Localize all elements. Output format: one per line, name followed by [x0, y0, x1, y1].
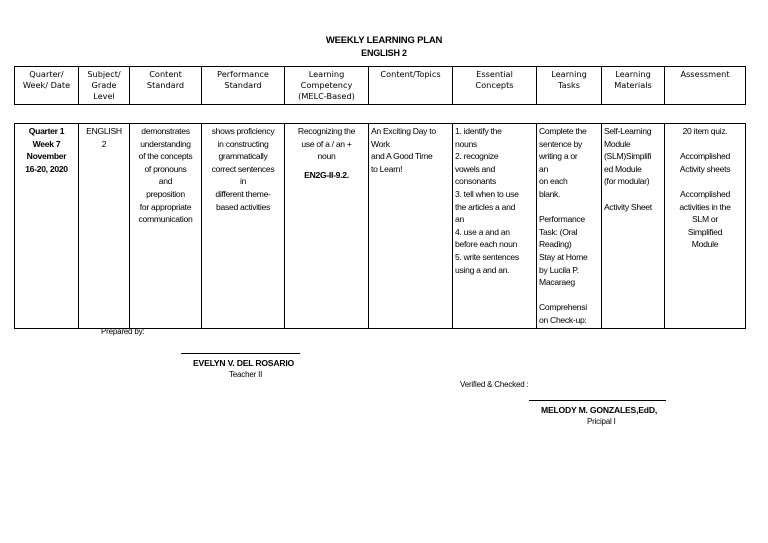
text-line: Competency [300, 80, 353, 90]
cell-assessment [665, 124, 746, 329]
text-line [604, 188, 662, 201]
text-line: Learning [551, 69, 587, 79]
text-line: Essential [476, 69, 513, 79]
text-line: noun [317, 151, 336, 162]
text-line: blank. [539, 188, 561, 199]
text-line: based activities [216, 201, 270, 212]
text-line: Simplified [687, 226, 723, 237]
text-line: and [158, 176, 173, 187]
text-line: Materials [614, 80, 652, 90]
text-line: and A Good Time [371, 151, 433, 162]
text-line: communication [138, 214, 193, 225]
text-line: Task: (Oral [539, 226, 578, 237]
text-line: Activity sheets [679, 163, 731, 174]
teacher-name: EVELYN V. DEL ROSARIO [193, 358, 295, 368]
text-line: November [26, 151, 67, 162]
text-line: different theme- [215, 188, 271, 199]
text-line: Module [691, 239, 719, 250]
text-line: Accomplished [680, 188, 730, 199]
text-line: preposition [146, 188, 185, 199]
text-line: of pronouns [144, 163, 187, 174]
text-line: Accomplished [680, 151, 730, 162]
text-line: nouns [455, 138, 477, 149]
text-line: An Exciting Day to [371, 126, 436, 136]
prepared-by-label: Prepared by: [101, 327, 145, 336]
text-line: (MELC-Based) [298, 91, 355, 101]
competency-text [287, 125, 366, 163]
text-line: demonstrates [141, 126, 190, 136]
text-line: in constructing [217, 138, 269, 149]
text-line: Concepts [475, 80, 514, 90]
text-line: ENGLISH [86, 126, 122, 136]
text-line: Content [149, 69, 182, 79]
table-row [15, 124, 746, 329]
principal-name: MELODY M. GONZALES,EdD, [541, 405, 658, 415]
text-line: Assessment [680, 69, 730, 79]
text-line: 2. recognize [455, 151, 499, 162]
text-line: to Learn! [371, 163, 403, 174]
text-line: shows proficiency [211, 126, 275, 136]
teacher-title: Teacher II [229, 370, 263, 379]
col-header-performance-standard [202, 67, 285, 105]
teacher-signature-line [181, 353, 300, 354]
text-line: Quarter/ [29, 69, 64, 79]
principal-title: Pricipal I [587, 417, 616, 426]
text-line: SLM or [692, 214, 718, 225]
text-line: Reading) [539, 239, 572, 250]
document-title: WEEKLY LEARNING PLAN [325, 35, 443, 46]
text-line: Work [371, 138, 390, 149]
competency-code: EN2G-II-9.2. [304, 169, 349, 180]
cell-performance-standard [202, 124, 285, 329]
cell-tasks [537, 124, 602, 329]
text-line: Level [93, 91, 115, 101]
text-line: for appropriate [139, 201, 192, 212]
text-line: Complete the [539, 126, 587, 136]
text-line: correct sentences [211, 163, 275, 174]
text-line: on each [539, 176, 568, 187]
text-line: consonants [455, 176, 496, 187]
text-line: use of a / an + [301, 138, 352, 149]
plan-table [14, 123, 746, 329]
text-line: understanding [140, 138, 191, 149]
text-line: Learning [615, 69, 651, 79]
text-line: ed Module [604, 163, 642, 174]
header-row [15, 67, 746, 105]
text-line: vowels and [455, 163, 495, 174]
text-line: Learning [308, 69, 345, 79]
cell-concepts [453, 124, 537, 329]
cell-topics [369, 124, 453, 329]
header-table [14, 66, 746, 105]
text-line: Grade [91, 80, 117, 90]
text-line: 2 [101, 138, 107, 149]
cell-content-standard [130, 124, 202, 329]
cell-materials [602, 124, 665, 329]
text-line: Week 7 [32, 138, 61, 149]
text-line: by Lucila P. [539, 264, 579, 275]
text-line [667, 138, 743, 151]
col-header-subject [79, 67, 130, 105]
text-line: using a and an. [455, 264, 510, 275]
text-line: activities in the [679, 201, 731, 212]
text-line: Subject/ [87, 69, 121, 79]
text-line: the articles a and [455, 201, 516, 212]
text-line [539, 201, 599, 214]
col-header-assessment [665, 67, 746, 105]
text-line: Standard [224, 80, 262, 90]
document-subtitle: ENGLISH 2 [361, 48, 407, 58]
text-line: Module [604, 138, 631, 149]
text-line: 5. write sentences [455, 251, 519, 262]
text-line: Content/Topics [380, 69, 441, 79]
text-line: 4. use a and an [455, 226, 510, 237]
text-line: of the concepts [138, 151, 193, 162]
col-header-concepts [453, 67, 537, 105]
text-line: 3. tell when to use [455, 188, 519, 199]
col-header-tasks [537, 67, 602, 105]
text-line: Stay at Home [539, 251, 588, 262]
text-line: Recognizing the [297, 126, 356, 136]
cell-quarter [15, 124, 79, 329]
text-line: Tasks [558, 80, 580, 90]
text-line: 16-20, 2020 [25, 163, 68, 174]
text-line: an [539, 163, 548, 174]
text-line: 20 item quiz. [682, 126, 728, 136]
text-line: Self-Learning [604, 126, 652, 136]
text-line: Quarter 1 [28, 126, 65, 136]
col-header-content-standard [130, 67, 202, 105]
text-line: Performance [217, 69, 269, 79]
text-line: Performance [539, 214, 585, 225]
text-line [539, 289, 599, 302]
col-header-competency [285, 67, 369, 105]
text-line: on Check-up: [539, 314, 587, 325]
text-line: Standard [146, 80, 185, 90]
verified-label: Verified & Checked : [460, 380, 529, 389]
col-header-quarter [15, 67, 79, 105]
text-line: Week/ Date [22, 80, 71, 90]
principal-signature-line [529, 400, 666, 401]
text-line: (for modular) [604, 176, 650, 187]
text-line: an [455, 214, 464, 225]
text-line: sentence by [539, 138, 583, 149]
text-line: before each noun [455, 239, 518, 250]
cell-subject [79, 124, 130, 329]
cell-competency [285, 124, 369, 329]
text-line: writing a or [539, 151, 578, 162]
text-line: Macaraeg [539, 277, 575, 288]
col-header-materials [602, 67, 665, 105]
text-line: grammatically [218, 151, 268, 162]
text-line: Activity Sheet [604, 201, 652, 212]
text-line: 1. identify the [455, 126, 502, 136]
text-line: Comprehensi [539, 302, 587, 313]
text-line: in [239, 176, 247, 187]
text-line: (SLM)Simplifi [604, 151, 652, 162]
col-header-topics [369, 67, 453, 105]
text-line [667, 175, 743, 188]
